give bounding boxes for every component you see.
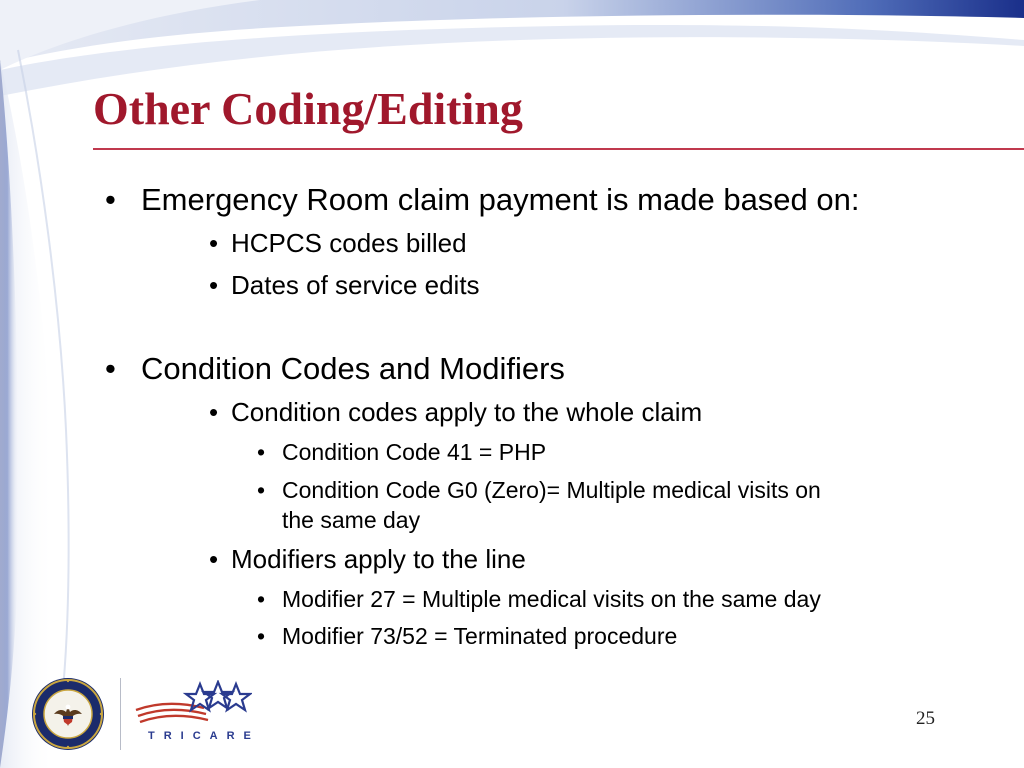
bullet-text: Emergency Room claim payment is made based on:	[141, 182, 860, 217]
bullet-item-level-2	[209, 396, 703, 428]
bullet-icon: •	[209, 544, 219, 574]
footer-divider	[120, 678, 121, 750]
bullet-text: Condition Code G0 (Zero)= Multiple medical visits on	[282, 477, 821, 503]
bullet-item-level-2	[209, 543, 526, 575]
bullet-icon: •	[209, 228, 219, 258]
bullet-text: Modifier 73/52 = Terminated procedure	[282, 623, 678, 649]
bullet-item-level-2	[209, 269, 480, 301]
department-of-defense-seal-icon	[30, 676, 106, 752]
bullet-text: HCPCS codes billed	[231, 228, 467, 258]
bullet-icon: •	[257, 477, 266, 503]
bullet-text: Modifiers apply to the line	[231, 544, 526, 574]
bullet-item-level-1	[105, 181, 860, 219]
bullet-text: Condition Code 41 = PHP	[282, 439, 547, 465]
bullet-text-continuation	[282, 505, 420, 535]
bullet-icon: •	[209, 397, 219, 427]
tricare-logo-icon	[132, 680, 252, 730]
bullet-icon: •	[257, 439, 266, 465]
tricare-wordmark: TRICARE	[148, 730, 260, 742]
bullet-item-level-3	[257, 475, 821, 505]
bullet-text: Modifier 27 = Multiple medical visits on the same day	[282, 586, 821, 612]
bullet-item-level-3	[257, 437, 547, 467]
bullet-text: Condition Codes and Modifiers	[141, 351, 565, 386]
bullet-icon: •	[257, 586, 266, 612]
bullet-icon: •	[209, 270, 219, 300]
bullet-icon: •	[257, 623, 266, 649]
page-number: 25	[916, 708, 935, 729]
bullet-text: Condition codes apply to the whole claim	[231, 397, 703, 427]
slide-title: Other Coding/Editing	[93, 83, 523, 134]
bullet-icon: •	[105, 182, 116, 217]
bullet-item-level-3	[257, 584, 821, 614]
bullet-icon: •	[105, 351, 116, 386]
bullet-item-level-2	[209, 227, 467, 259]
bullet-text: Dates of service edits	[231, 270, 480, 300]
bullet-item-level-1	[105, 350, 565, 388]
bullet-item-level-3	[257, 621, 678, 651]
bullet-text: the same day	[282, 507, 421, 533]
